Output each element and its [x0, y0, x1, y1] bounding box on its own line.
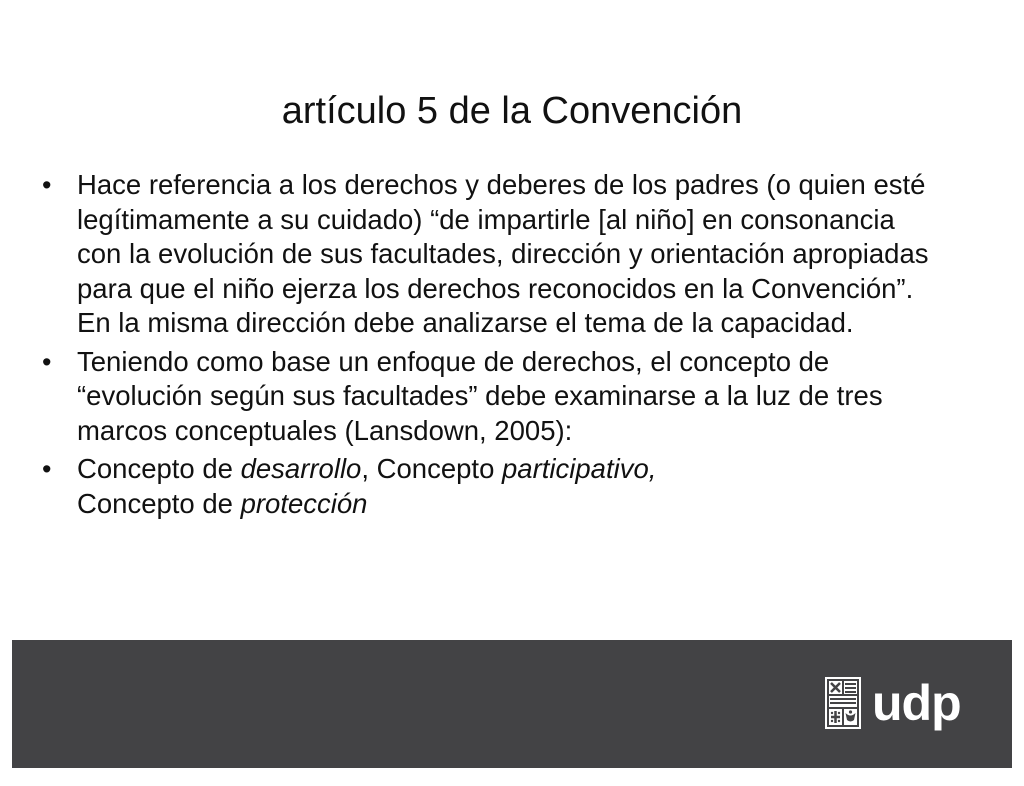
bullet-item-2 — [42, 345, 942, 449]
bullet-text-segment: Teniendo como base un enfoque de derechos, el concepto de “evolución según sus facultades” debe examinarse a la luz de tres marcos conceptuales (Lansdown, 2005): — [77, 345, 883, 446]
bullet-text-segment-italic: protección — [240, 487, 368, 519]
bullet-marker: • — [42, 346, 52, 377]
bullet-text-segment: Concepto de — [77, 487, 241, 519]
bullet-item-3 — [42, 452, 942, 521]
bullet-text-segment: Concepto de — [77, 453, 241, 484]
bullet-text — [77, 452, 942, 521]
slide-title: artículo 5 de la Convención — [281, 90, 743, 132]
bullet-marker: • — [42, 454, 52, 484]
bullet-text-segment: , Concepto — [361, 453, 503, 484]
bullet-text — [77, 345, 942, 449]
bullet-text-segment-italic: desarrollo — [240, 453, 362, 484]
udp-logo-text: udp — [872, 675, 961, 731]
udp-logo — [824, 668, 961, 738]
bullet-marker: • — [42, 170, 52, 200]
bullet-text-segment-italic: participativo, — [502, 453, 657, 484]
bullet-list — [42, 168, 942, 525]
footer-bar — [12, 640, 1012, 768]
bullet-item-1 — [42, 168, 942, 341]
bullet-text-segment: Hace referencia a los derechos y deberes de los padres (o quien esté legítimamente a su cuidado) “de impartirle [al niño] en consonancia con la evolución de sus facultades, dirección y orientación apropiadas para que el niño ejerza los derechos reconocidos en la Convención”. En la misma dirección debe analizarse el tema de la capacidad. — [77, 169, 929, 338]
bullet-text — [77, 168, 942, 341]
udp-crest-icon — [824, 676, 862, 730]
